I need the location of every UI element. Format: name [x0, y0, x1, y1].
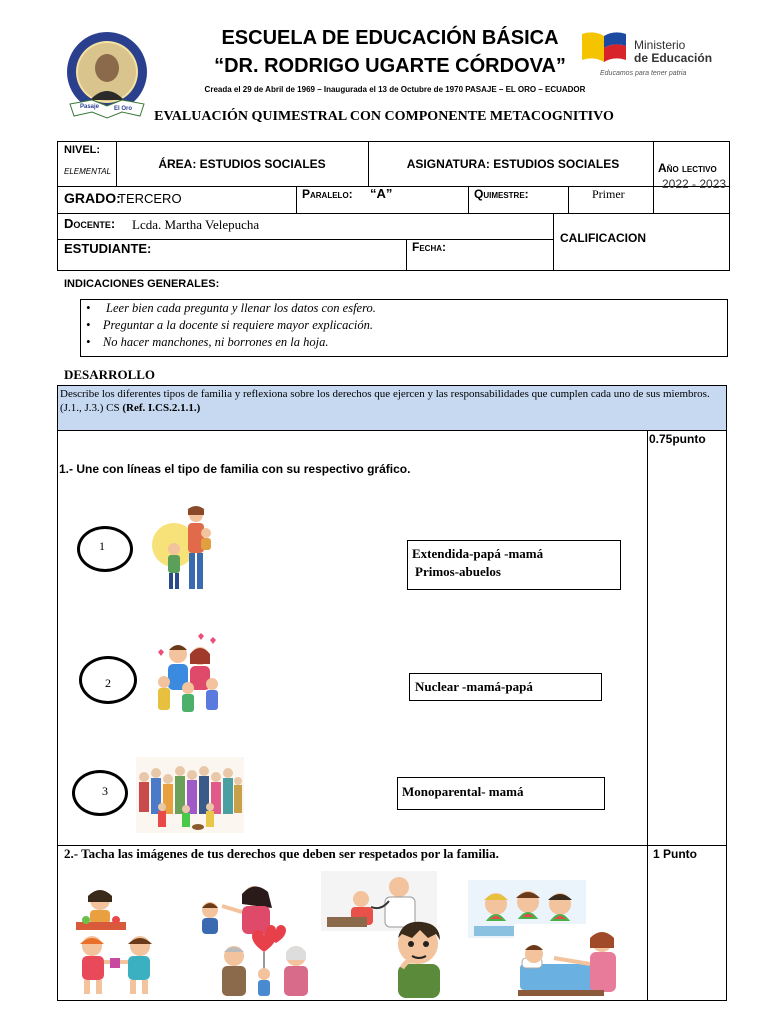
question2-prompt: 2.- Tacha las imágenes de tus derechos que deben ser respetados por la familia. [64, 846, 499, 861]
option-box-nuclear[interactable]: Nuclear -mamá-papá [409, 673, 602, 701]
estudiante-label: ESTUDIANTE: [64, 241, 152, 256]
option-box-extendida[interactable]: Extendida-papá -mamá Primos-abuelos [407, 540, 621, 590]
ministry-slogan: Educamos para tener patria [600, 70, 687, 77]
sick-child-in-bed-image[interactable] [514, 924, 632, 1000]
paralelo-label: Paralelo: [302, 187, 353, 201]
ministry-logo [580, 28, 730, 84]
question1-prompt: 1.- Une con líneas el tipo de familia con su respectivo gráfico. [59, 462, 411, 476]
paralelo-value[interactable]: “A” [370, 186, 393, 201]
quimestre-value[interactable]: Primer [592, 187, 625, 201]
desarrollo-description: Describe los diferentes tipos de familia y reflexiona sobre los derechos que ejercen y las responsabilidades que cumplen cada uno de sus miembros. (J.1., J.3.) CS (Ref. I.CS.2.1.1.) [60, 388, 710, 414]
mother-with-two-children-image[interactable] [148, 503, 226, 593]
boy-thinking-image[interactable] [378, 918, 462, 1000]
ministry-line1: Ministerio [634, 38, 686, 52]
founded-line: Creada el 29 de Abril de 1969 – Inaugurada el 13 de Octubre de 1970 PASAJE – EL ORO – ECUADOR [204, 85, 586, 94]
large-extended-family-image[interactable] [136, 757, 244, 833]
option-box-monoparental[interactable]: Monoparental- mamá [397, 777, 605, 810]
question1-points: 0.75punto [649, 432, 706, 446]
nivel-value: ELEMENTAL [64, 167, 111, 176]
seal-ribbon-right: El Oro [114, 106, 133, 112]
number-oval-2[interactable]: 2 [79, 656, 137, 704]
parents-with-three-children-image[interactable] [150, 632, 226, 716]
seal-ribbon-left: Pasaje [80, 104, 100, 110]
nivel-label: NIVEL: [64, 144, 101, 156]
desarrollo-title: DESARROLLO [64, 367, 156, 382]
docente-label: Docente: [64, 216, 116, 231]
indicacion-item: • Preguntar a la docente si requiere mayor explicación. [86, 318, 373, 332]
exam-title: EVALUACIÓN QUIMESTRAL CON COMPONENTE METACOGNITIVO [154, 109, 614, 124]
school-title: ESCUELA DE EDUCACIÓN BÁSICA [221, 27, 559, 49]
grandparents-with-heart-balloons-image[interactable] [212, 924, 322, 998]
question2-points: 1 Punto [653, 847, 697, 861]
calificacion-label: CALIFICACION [560, 231, 646, 245]
area-label: ÁREA: ESTUDIOS SOCIALES [158, 157, 326, 171]
indicacion-item: • No hacer manchones, ni borrones en la hoja. [86, 335, 329, 349]
ano-lectivo-label: Año lectivo [658, 161, 717, 175]
child-eating-image[interactable] [70, 884, 132, 932]
ano-lectivo-value: 2022 - 2023 [662, 177, 727, 191]
fecha-label: Fecha: [412, 240, 446, 254]
indicaciones-title: INDICACIONES GENERALES: [64, 278, 220, 290]
asignatura-label: ASIGNATURA: ESTUDIOS SOCIALES [406, 157, 620, 171]
grado-label: GRADO: [64, 190, 121, 206]
ministry-line2: de Educación [634, 51, 713, 65]
school-name: “DR. RODRIGO UGARTE CÓRDOVA” [214, 55, 566, 77]
number-oval-3[interactable]: 3 [72, 770, 128, 816]
indicacion-item: • Leer bien cada pregunta y llenar los datos con esfero. [86, 301, 376, 315]
docente-value[interactable]: Lcda. Martha Velepucha [132, 217, 260, 232]
grado-value[interactable]: TERCERO [118, 191, 182, 206]
number-oval-1[interactable]: 1 [77, 526, 133, 572]
quimestre-label: Quimestre: [474, 187, 529, 201]
children-fighting-image[interactable] [70, 932, 162, 996]
